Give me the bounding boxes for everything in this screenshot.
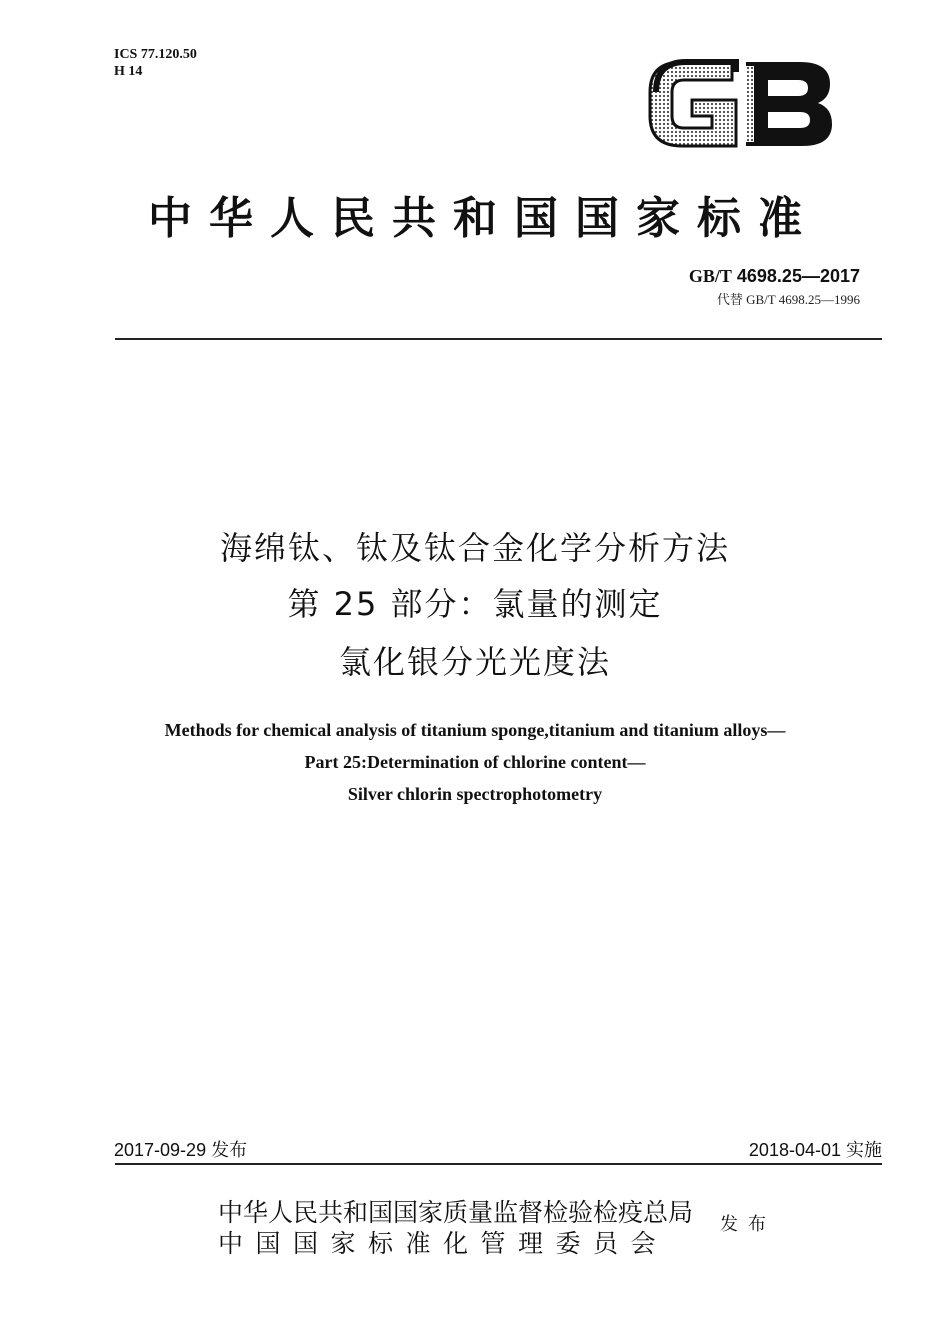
standard-code-prefix: GB/T xyxy=(688,266,732,286)
replaces-standard: 代替 GB/T 4698.25—1996 xyxy=(716,292,860,307)
en-title-line2: Part 25:Determination of chlorine content— xyxy=(304,752,646,772)
publisher-line1: 中华人民共和国国家质量监督检验检疫总局 xyxy=(218,1198,694,1227)
en-title-line1: Methods for chemical analysis of titanium sponge,titanium and titanium alloys— xyxy=(164,720,786,740)
ics-code: ICS 77.120.50 xyxy=(114,47,197,62)
publisher-issue-label: 发布 xyxy=(720,1214,776,1235)
cn-title-line1: 海绵钛、钛及钛合金化学分析方法 xyxy=(219,529,730,567)
standard-title: 中华人民共和国国家标准 xyxy=(148,193,819,244)
issue-date: 2017-09-29 发布 xyxy=(114,1140,248,1160)
bottom-divider xyxy=(115,1163,882,1165)
standard-code xyxy=(689,266,860,287)
implementation-date: 2018-04-01 实施 xyxy=(748,1140,882,1160)
publisher-line2: 中国国家标准化管理委员会 xyxy=(218,1229,669,1258)
standard-code-number: 4698.25—2017 xyxy=(736,266,860,286)
cn-title-line2: 第 25 部分：氯量的测定 xyxy=(287,585,663,623)
cn-title-line3: 氯化银分光光度法 xyxy=(338,643,611,681)
top-divider xyxy=(115,338,882,340)
en-title-line3: Silver chlorin spectrophotometry xyxy=(347,784,603,804)
classification-code: H 14 xyxy=(114,64,143,79)
gb-logo-icon xyxy=(646,58,834,150)
ics-block xyxy=(114,46,197,80)
